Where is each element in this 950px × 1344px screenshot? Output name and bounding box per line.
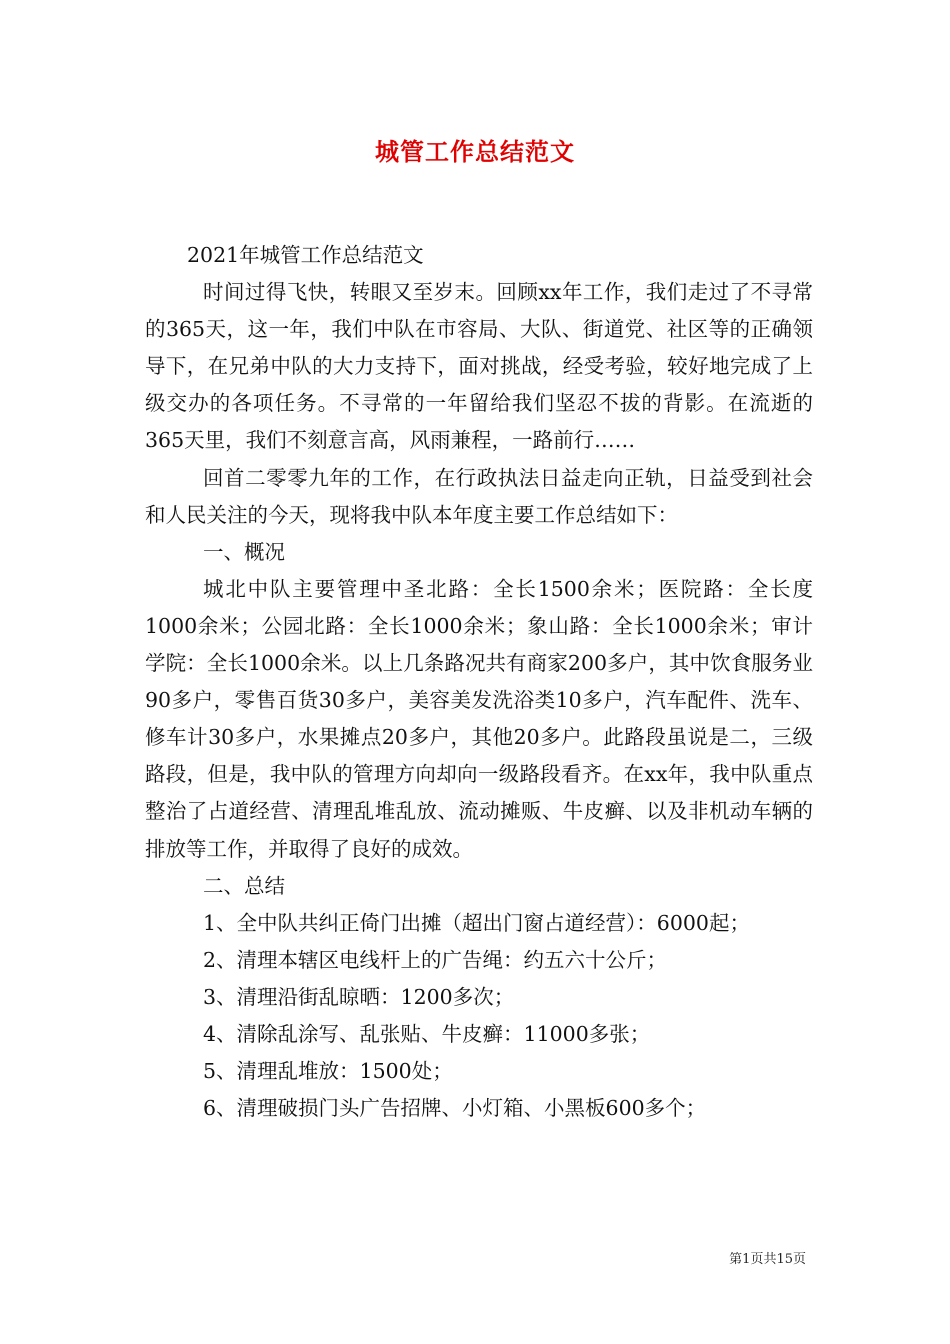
list-item: 4、清除乱涂写、乱张贴、牛皮癣：11000多张； <box>203 1021 651 1046</box>
document-body <box>145 237 813 1127</box>
list-item: 5、清理乱堆放：1500处； <box>203 1059 453 1084</box>
page-number: 第1页共15页 <box>729 1252 806 1267</box>
overview-paragraph: 城北中队主要管理中圣北路：全长1500余米；医院路：全长度1000余米；公园北路：全长1000余米；象山路：全长1000余米；审计学院：全长1000余米。以上几条路况共有商家200多户，其中饮食服务业90多户，零售百货30多户，美容美发洗浴类10多户，汽车配件、洗车、修车计30多户，水果摊点20多户，其他20多户。此路段虽说是二，三级路段，但是，我中队的管理方向却向一级路段看齐。在xx年，我中队重点整治了占道经营、清理乱堆乱放、流动摊贩、牛皮癣、以及非机动车辆的排放等工作，并取得了良好的成效。 <box>145 576 813 861</box>
document-title: 城管工作总结范文 <box>375 137 575 166</box>
section-heading-overview: 一、概况 <box>203 539 285 564</box>
list-item: 1、全中队共纠正倚门出摊（超出门窗占道经营）：6000起； <box>203 910 750 935</box>
subtitle-paragraph: 2021年城管工作总结范文 <box>187 243 424 267</box>
review-paragraph: 回首二零零九年的工作，在行政执法日益走向正轨，日益受到社会和人民关注的今天，现将我中队本年度主要工作总结如下： <box>145 465 813 527</box>
list-item: 6、清理破损门头广告招牌、小灯箱、小黑板600多个； <box>203 1096 707 1121</box>
intro-paragraph: 时间过得飞快，转眼又至岁末。回顾xx年工作，我们走过了不寻常的365天，这一年，我们中队在市容局、大队、街道党、社区等的正确领导下，在兄弟中队的大力支持下，面对挑战，经受考验，较好地完成了上级交办的各项任务。不寻常的一年留给我们坚忍不拔的背影。在流逝的365天里，我们不刻意言高，风雨兼程，一路前行…… <box>145 280 813 453</box>
list-item: 3、清理沿街乱晾晒：1200多次； <box>203 984 515 1009</box>
list-item: 2、清理本辖区电线杆上的广告绳：约五六十公斤； <box>203 947 668 972</box>
section-heading-summary: 二、总结 <box>203 873 285 898</box>
